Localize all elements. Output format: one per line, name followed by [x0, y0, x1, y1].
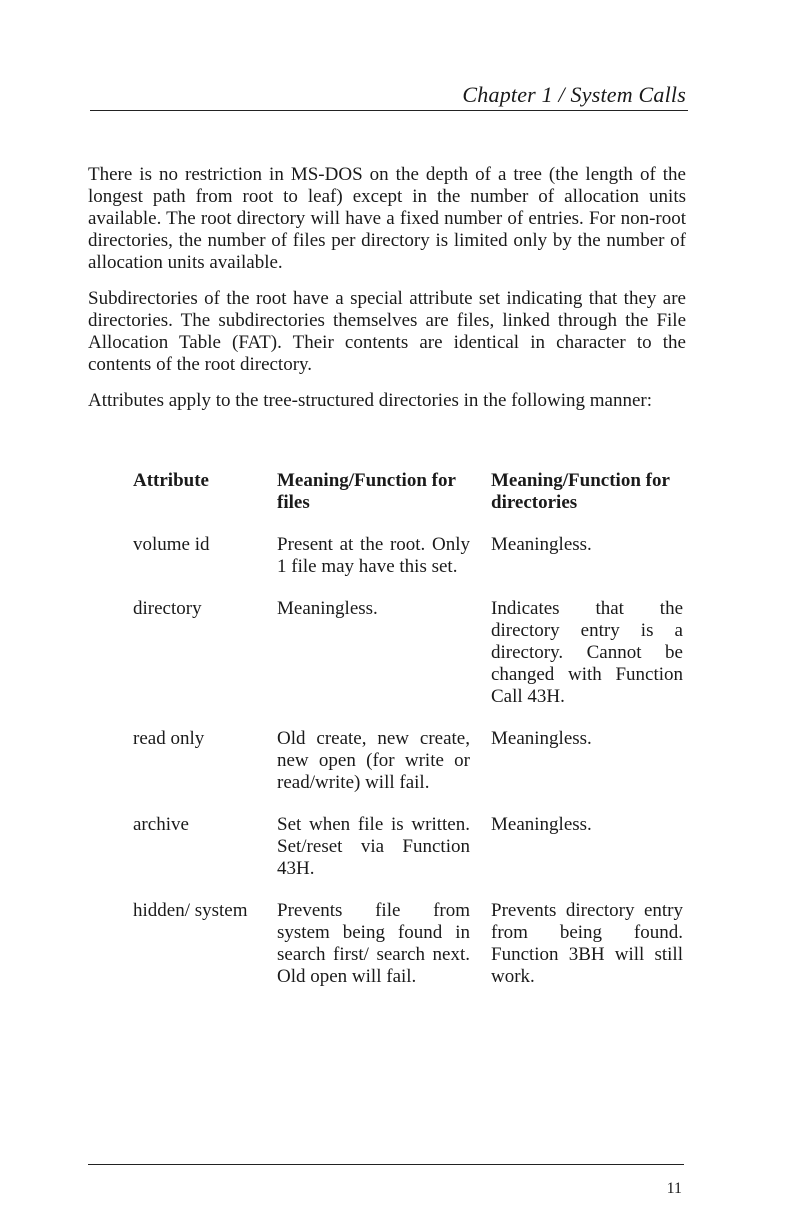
paragraph-tree-depth: There is no restriction in MS-DOS on the depth of a tree (the length of the longest path from root to leaf) except in the number of allocation units available. The root directory will have a fixed number of entries. For non-root directories, the number of files per directory is limited only by the number of allocation units available. [88, 164, 686, 273]
files-cell: Prevents file from system being found in search first/ search next. Old open will fail. [277, 900, 470, 987]
attribute-cell: read only [133, 728, 205, 749]
paragraph-subdirectories: Subdirectories of the root have a special attribute set indicating that they are directories. The subdirectories themselves are files, linked through the File Allocation Table (FAT). Their contents are identical in character to the contents of the root directory. [88, 288, 686, 375]
header-directories: Meaning/Function for directories [491, 470, 670, 513]
body-text [88, 164, 686, 426]
files-cell: Meaningless. [277, 598, 378, 619]
attribute-cell: directory [133, 598, 202, 619]
page-number: 11 [666, 1180, 682, 1197]
running-header [90, 80, 688, 111]
table-row [133, 728, 683, 814]
directories-cell: Meaningless. [491, 728, 592, 749]
attributes-table [133, 470, 683, 1008]
table-row [133, 814, 683, 900]
attribute-cell: volume id [133, 534, 210, 555]
attribute-cell: hidden/ system [133, 900, 248, 921]
directories-cell: Meaningless. [491, 534, 592, 555]
header-files: Meaning/Function for files [277, 470, 456, 513]
files-cell: Present at the root. Only 1 file may have this set. [277, 534, 470, 577]
table-row [133, 900, 683, 1008]
directories-cell: Indicates that the directory entry is a directory. Cannot be changed with Function Call 43H. [491, 598, 683, 707]
header-attribute: Attribute [133, 470, 209, 491]
directories-cell: Prevents directory entry from being found. Function 3BH will still work. [491, 900, 683, 987]
files-cell: Set when file is written. Set/reset via Function 43H. [277, 814, 470, 879]
paragraph-attributes-intro: Attributes apply to the tree-structured directories in the following manner: [88, 390, 653, 411]
table-header-row [133, 470, 683, 534]
table-row [133, 598, 683, 728]
chapter-title: Chapter 1 / System Calls [462, 82, 686, 107]
files-cell: Old create, new create, new open (for write or read/write) will fail. [277, 728, 470, 793]
attribute-cell: archive [133, 814, 189, 835]
table-row [133, 534, 683, 598]
directories-cell: Meaningless. [491, 814, 592, 835]
footer-rule [88, 1164, 684, 1165]
